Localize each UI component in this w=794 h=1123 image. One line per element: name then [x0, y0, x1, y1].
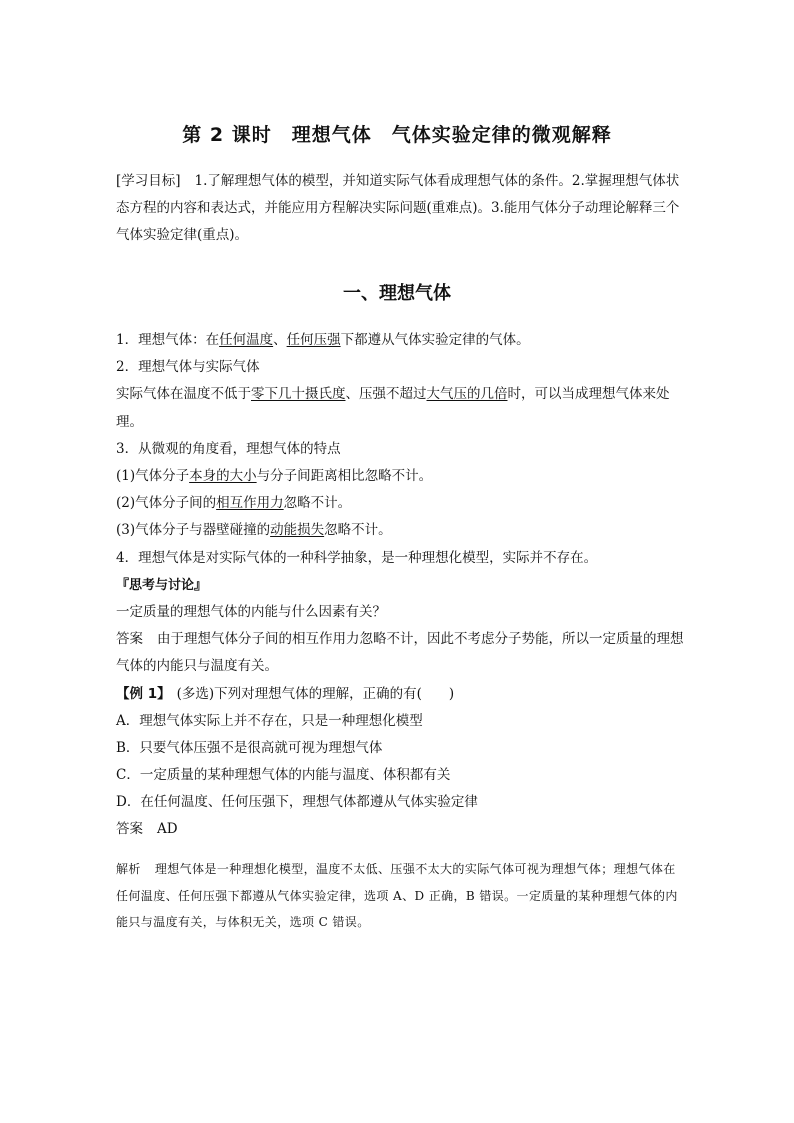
item-1-text: 1．理想气体：在	[116, 332, 220, 348]
item-4: 4．理想气体是对实际气体的一种科学抽象，是一种理想化模型，实际并不存在。	[116, 549, 598, 566]
think-question: 一定质量的理想气体的内能与什么因素有关？	[116, 603, 386, 620]
item-3-1-text: 与分子间距离相比忽略不计。	[256, 467, 433, 484]
item-3-2	[116, 490, 686, 517]
item-3-2-blank: 相互作用力	[216, 495, 284, 512]
item-1	[116, 327, 686, 354]
answer-text: AD	[157, 821, 178, 838]
item-3-3-blank: 动能损失	[270, 522, 325, 539]
item-2-blank-1: 零下几十摄氏度	[251, 386, 346, 403]
think-answer	[116, 626, 686, 680]
item-3-2-text: 忽略不计。	[283, 495, 352, 512]
think-heading: 『思考与讨论』	[116, 577, 208, 593]
item-3-3-text: 忽略不计。	[324, 522, 392, 539]
item-1-blank-1: 任何温度	[219, 332, 274, 348]
item-3: 3．从微观的角度看，理想气体的特点	[116, 440, 341, 457]
option-d: D．在任何温度、任何压强下，理想气体都遵从气体实验定律	[116, 794, 478, 811]
option-b: B．只要气体压强不是很高就可视为理想气体	[116, 739, 383, 756]
objectives-tag: [学习目标]	[116, 173, 181, 189]
content-body	[116, 327, 686, 844]
answer-label: 答案	[116, 631, 143, 648]
item-2-blank-2: 大气压的几倍	[426, 386, 508, 403]
page-title: 第 2 课时 理想气体 气体实验定律的微观解释	[182, 124, 612, 146]
item-3-1-blank: 本身的大小	[189, 467, 257, 484]
item-2-text: 实际气体在温度不低于	[116, 386, 251, 403]
option-c: C．一定质量的某种理想气体的内能与温度、体积都有关	[116, 767, 451, 784]
item-1-text: 下都遵从气体实验定律的气体。	[340, 332, 530, 348]
example-stem-text: (多选)下列对理想气体的理解，正确的有( )	[176, 685, 455, 702]
learning-objectives	[116, 168, 686, 249]
item-3-3	[116, 517, 686, 544]
item-2-body	[116, 381, 686, 435]
item-1-text: 、	[273, 332, 287, 348]
answer-label: 答案	[116, 821, 143, 838]
item-2-text: 时，可以当成理想气体来处理。	[116, 386, 670, 430]
item-3-1	[116, 463, 686, 490]
analysis-label: 解析	[116, 862, 141, 876]
item-3-2-text: (2)气体分子间的	[116, 495, 217, 512]
section-heading: 一、理想气体	[343, 283, 451, 304]
item-2: 2．理想气体与实际气体	[116, 359, 260, 376]
objectives-text: 1.了解理想气体的模型，并知道实际气体看成理想气体的条件。2.掌握理想气体状态方程的内容和表达式，并能应用方程解决实际问题(重难点)。3.能用气体分子动理论解释三个气体实验定律(重点)。	[116, 173, 680, 243]
answer-text: 由于理想气体分子间的相互作用力忽略不计，因此不考虑分子势能，所以一定质量的理想气体的内能只与温度有关。	[116, 631, 684, 675]
example-answer	[116, 816, 686, 843]
example-stem	[116, 681, 686, 708]
example-analysis	[116, 856, 686, 936]
item-1-blank-2: 任何压强	[286, 332, 341, 348]
analysis-text: 理想气体是一种理想化模型，温度不太低、压强不太大的实际气体可视为理想气体；理想气体在任何温度、任何压强下都遵从气体实验定律，选项 A、D 正确，B 错误。一定质量的某种理想气体的内能只与温度有关，与体积无关，选项 C 错误。	[116, 862, 678, 929]
item-3-3-text: (3)气体分子与器壁碰撞的	[116, 522, 271, 539]
item-2-text: 、压强不超过	[345, 386, 427, 403]
item-3-1-text: (1)气体分子	[116, 467, 190, 484]
option-a: A．理想气体实际上并不存在，只是一种理想化模型	[116, 712, 423, 729]
example-tag: 【例 1】	[116, 685, 171, 702]
